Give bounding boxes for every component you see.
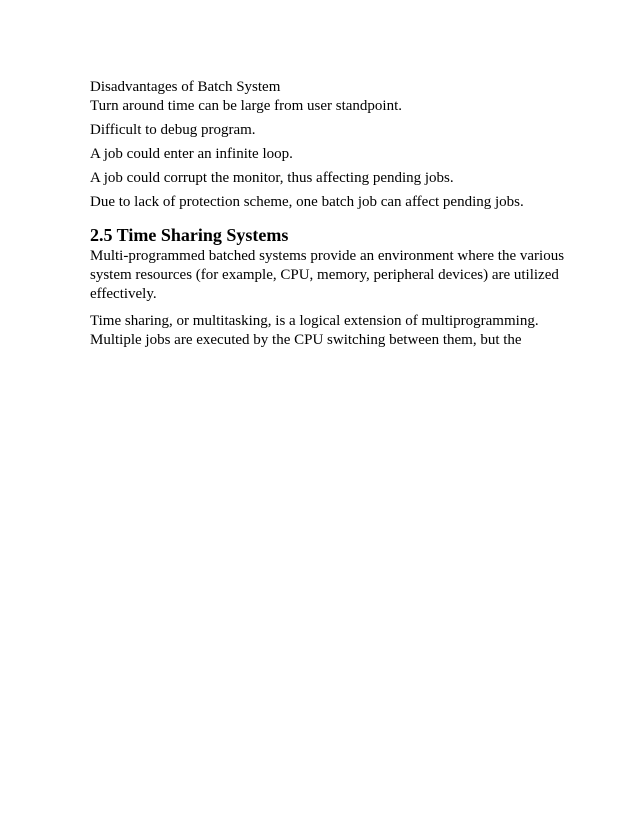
paragraph-line: effectively. xyxy=(90,286,157,302)
text-line: Difficult to debug program. xyxy=(90,122,256,138)
text-line: A job could enter an infinite loop. xyxy=(90,146,293,162)
text-line: A job could corrupt the monitor, thus affecting pending jobs. xyxy=(90,170,454,186)
text-line: Due to lack of protection scheme, one batch job can affect pending jobs. xyxy=(90,194,524,210)
text-line: Turn around time can be large from user standpoint. xyxy=(90,98,403,114)
paragraph-line: Time sharing, or multitasking, is a logical extension of multiprogramming. xyxy=(90,313,539,329)
paragraph-line: system resources (for example, CPU, memory, peripheral devices) are utilized xyxy=(90,267,559,283)
paragraph-line: Multi-programmed batched systems provide an environment where the various xyxy=(90,248,565,264)
section-heading: 2.5 Time Sharing Systems xyxy=(90,225,289,245)
document-page xyxy=(90,78,590,350)
paragraph-1 xyxy=(90,247,590,304)
subheading-disadvantages: Disadvantages of Batch System xyxy=(90,79,281,95)
paragraph-line: Multiple jobs are executed by the CPU switching between them, but the xyxy=(90,332,522,348)
paragraph-2 xyxy=(90,312,590,350)
